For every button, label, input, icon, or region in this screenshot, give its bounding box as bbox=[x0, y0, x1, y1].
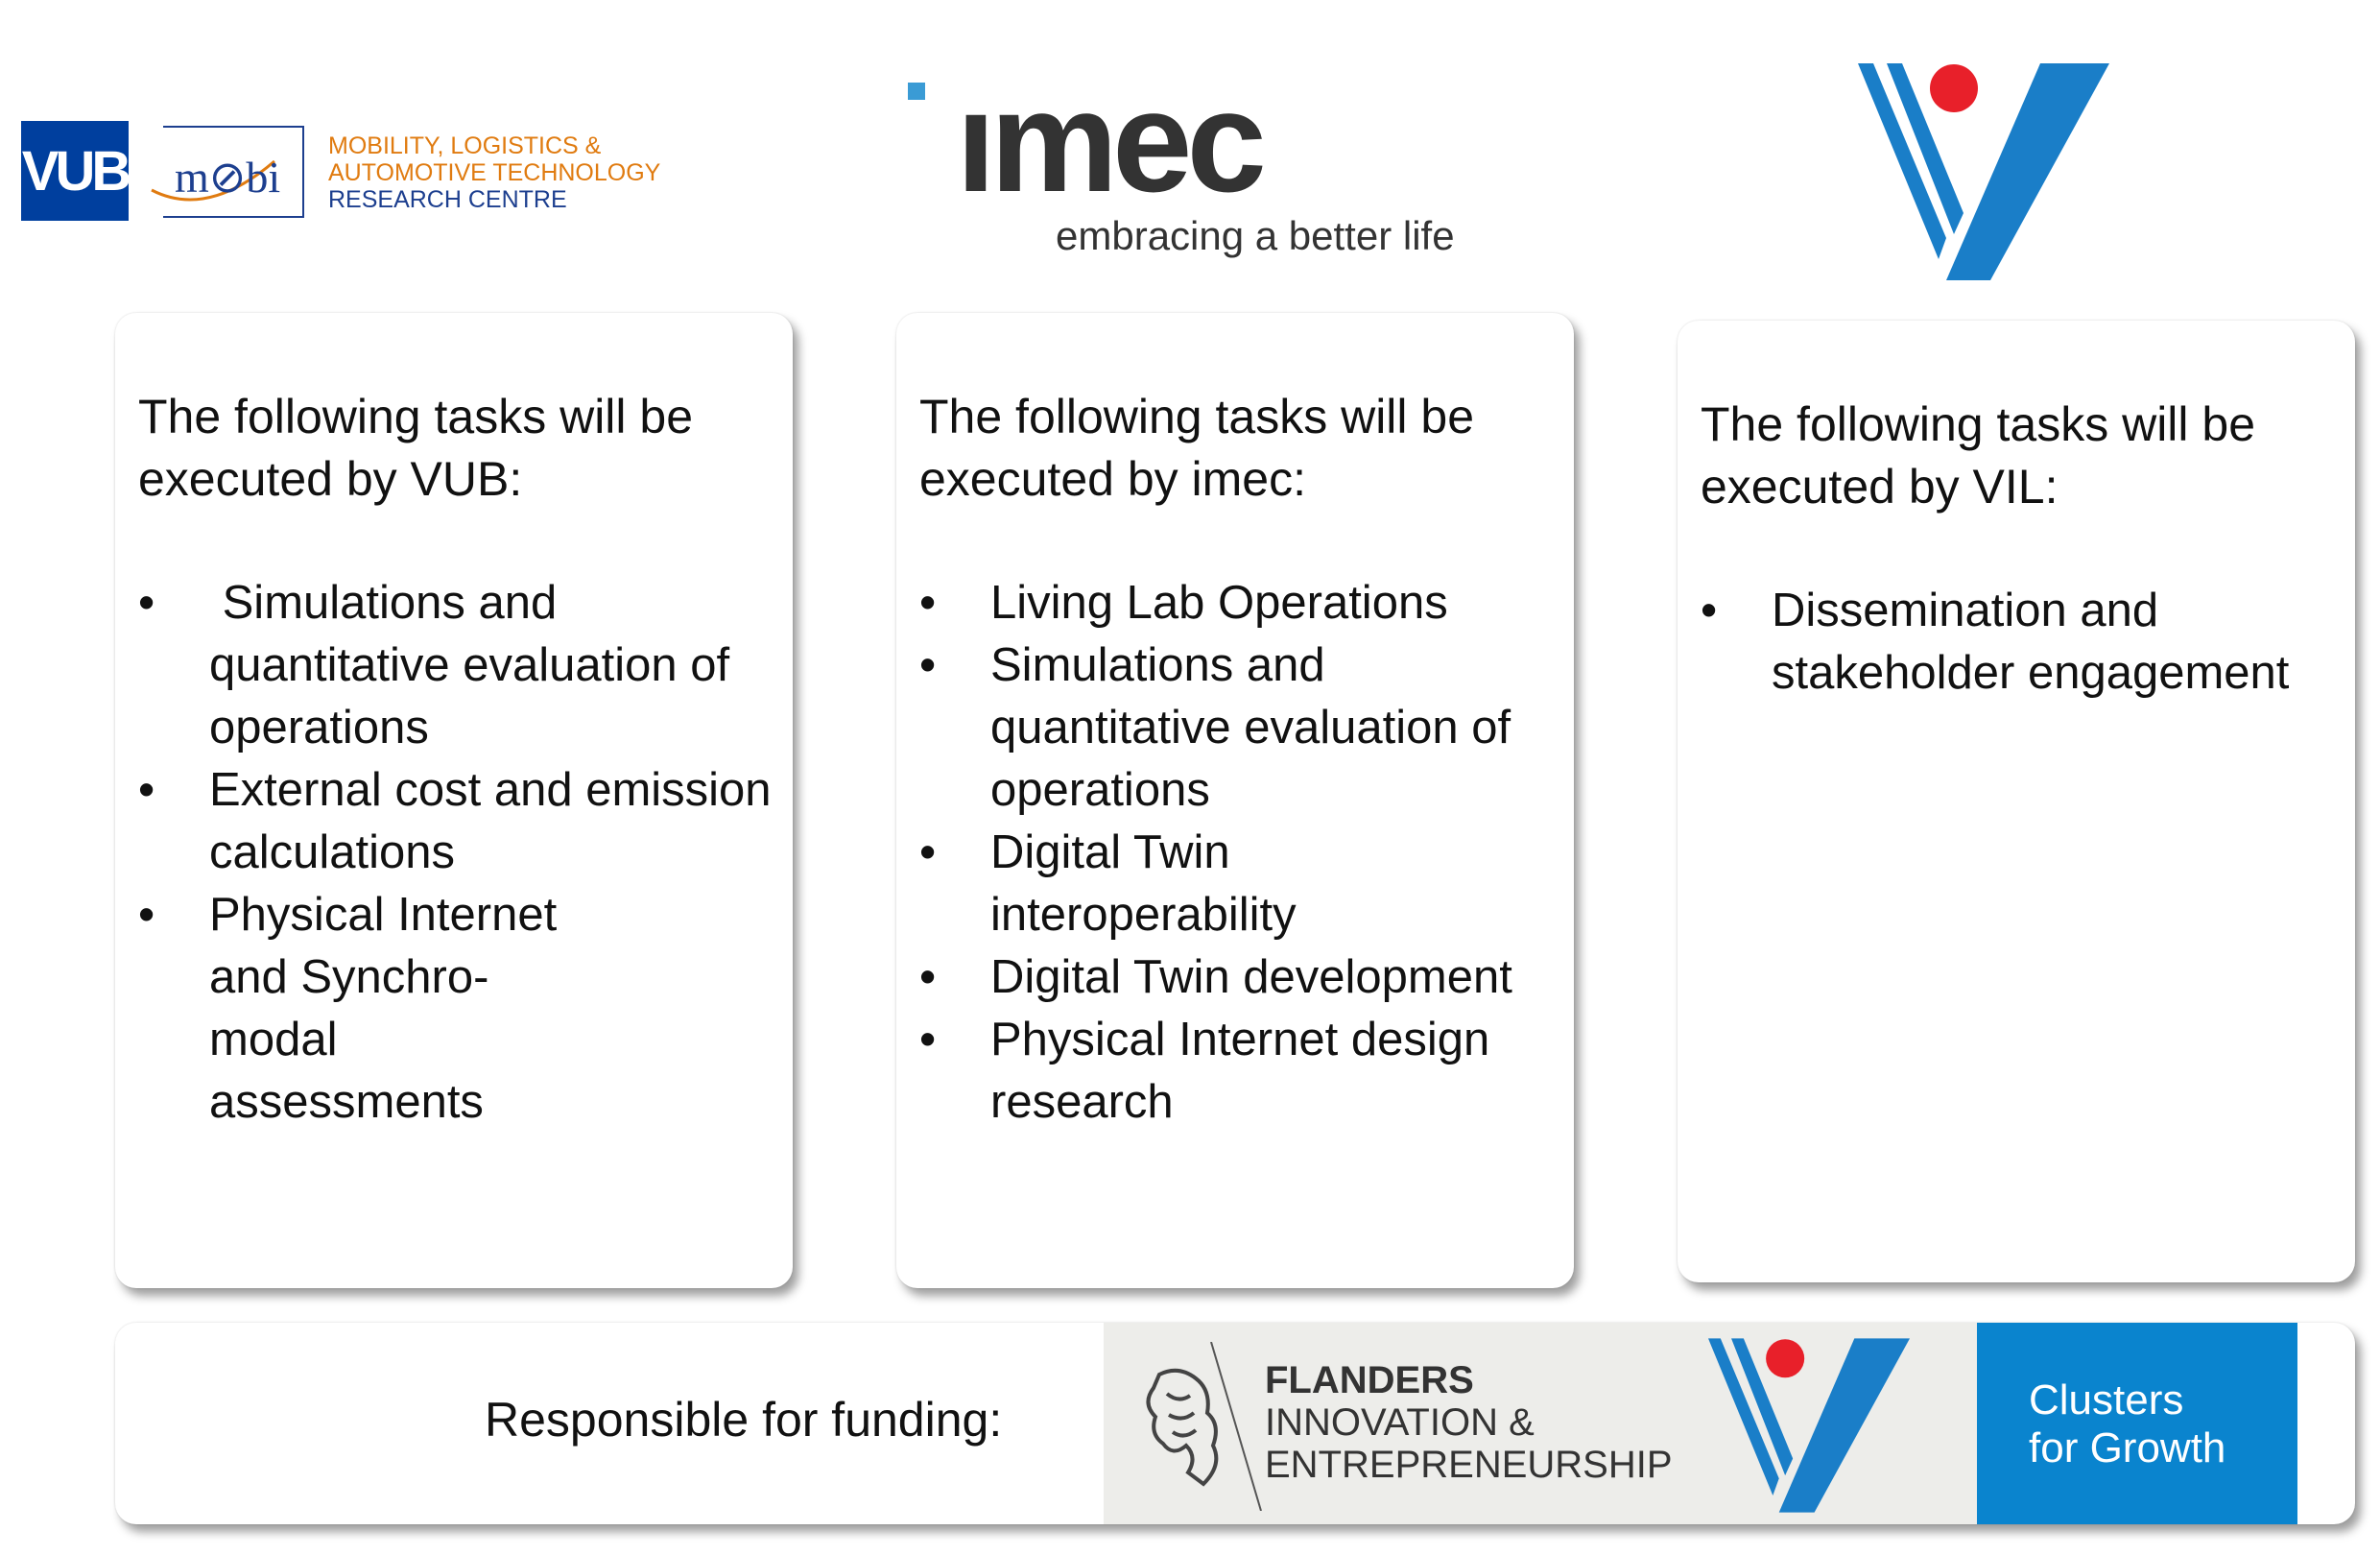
mobi-mark: m⊘bi bbox=[175, 153, 281, 202]
vil-small-logo-icon bbox=[1708, 1338, 1910, 1513]
mobi-line-3: RESEARCH CENTRE bbox=[328, 186, 567, 213]
card-heading bbox=[138, 386, 772, 511]
task-list bbox=[1701, 580, 2344, 705]
imec-tagline: embracing a better life bbox=[1056, 213, 1455, 258]
task-list bbox=[919, 572, 1562, 1134]
task-list bbox=[138, 572, 781, 1134]
vil-task-card bbox=[1678, 321, 2355, 1282]
cfg-line-2: for Growth bbox=[2029, 1424, 2226, 1471]
cfg-line-1: Clusters bbox=[2029, 1376, 2184, 1423]
list-item: • Physical Internet design research bbox=[919, 1009, 1562, 1134]
list-item: • Physical Internet and Synchro-modal assessments bbox=[138, 884, 781, 1134]
card-heading-line-1: The following tasks will be bbox=[919, 390, 1475, 443]
list-item: • Dissemination and stakeholder engagement bbox=[1701, 580, 2344, 705]
fie-line-1: FLANDERS bbox=[1265, 1359, 1474, 1401]
card-heading bbox=[919, 386, 1553, 511]
clusters-for-growth-logo bbox=[1977, 1323, 2297, 1524]
vil-logo-icon bbox=[1858, 63, 2109, 280]
mobi-name bbox=[328, 132, 660, 213]
list-item: • Digital Twin development bbox=[919, 946, 1562, 1009]
card-heading-line-2: executed by VUB: bbox=[138, 452, 523, 506]
fie-line-2: INNOVATION & bbox=[1265, 1401, 1535, 1444]
card-heading-line-2: executed by VIL: bbox=[1701, 460, 2059, 514]
fie-line-3: ENTREPRENEURSHIP bbox=[1265, 1444, 1673, 1486]
vub-logo: VUB bbox=[21, 121, 129, 221]
list-item: • Simulations and quantitative evaluation of operations bbox=[919, 634, 1562, 822]
card-heading-line-1: The following tasks will be bbox=[1701, 397, 2256, 451]
imec-task-card bbox=[896, 313, 1574, 1288]
funding-banner bbox=[115, 1323, 2355, 1524]
list-item: • External cost and emission calculations bbox=[138, 759, 781, 884]
mobi-line-2: AUTOMOTIVE TECHNOLOGY bbox=[328, 159, 661, 186]
card-heading-line-2: executed by imec: bbox=[919, 452, 1306, 506]
funding-logos bbox=[1104, 1323, 2297, 1524]
mobi-logo-icon bbox=[150, 123, 307, 221]
vub-task-card bbox=[115, 313, 793, 1288]
funding-label: Responsible for funding: bbox=[485, 1393, 1003, 1447]
card-heading-line-1: The following tasks will be bbox=[138, 390, 694, 443]
list-item: • Living Lab Operations bbox=[919, 572, 1562, 634]
imec-logo: ımec bbox=[956, 60, 1261, 222]
list-item: • Simulations and quantitative evaluation of operations bbox=[138, 572, 781, 759]
fie-logo-text bbox=[1265, 1359, 1673, 1486]
list-item: • Digital Twin interoperability bbox=[919, 822, 1562, 946]
mobi-line-1: MOBILITY, LOGISTICS & bbox=[328, 132, 602, 159]
divider bbox=[1207, 1342, 1265, 1511]
card-heading bbox=[1701, 394, 2334, 518]
imec-dot-icon bbox=[908, 83, 925, 100]
